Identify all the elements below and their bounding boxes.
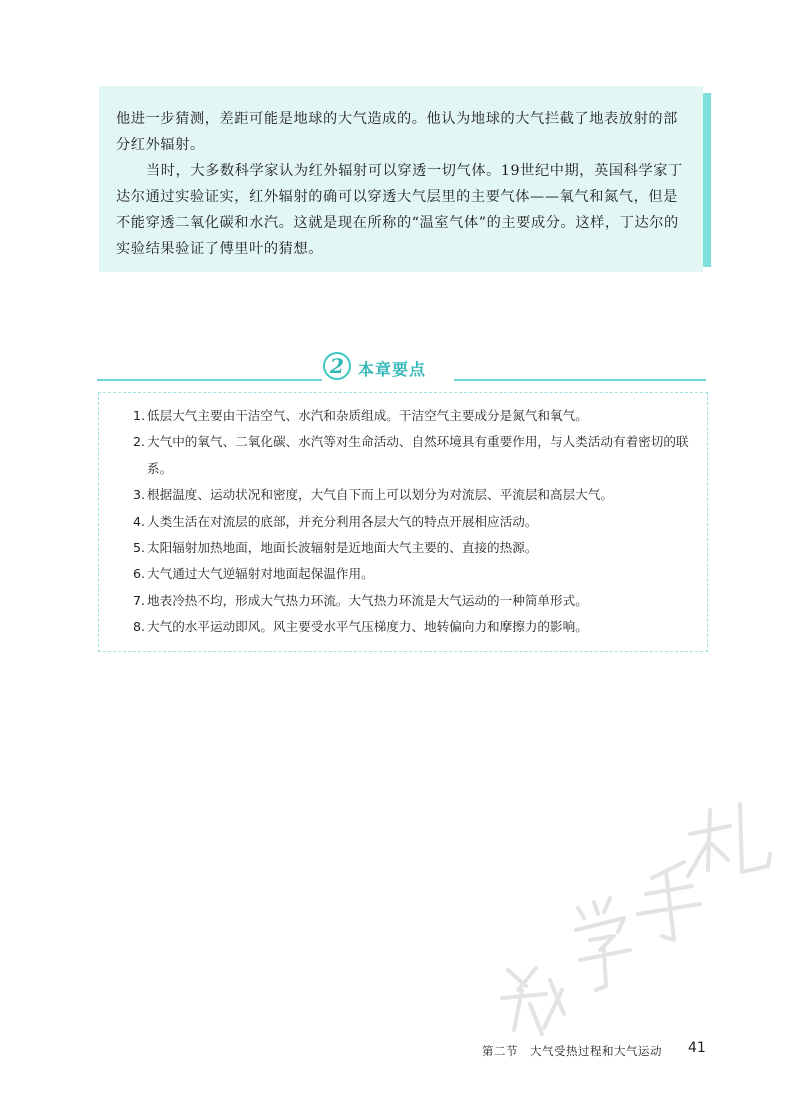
item-text: 太阳辐射加热地面，地面长波辐射是近地面大气主要的、直接的热源。	[147, 540, 538, 556]
footer-section-label: 第二节 大气受热过程和大气运动	[482, 1044, 662, 1058]
key-points-list	[133, 403, 703, 641]
item-number: 3.	[133, 487, 146, 503]
list-item	[133, 614, 703, 640]
item-text: 大气中的氧气、二氧化碳、水汽等对生命活动、自然环境具有重要作用，与人类活动有着密切的联系。	[147, 434, 689, 476]
header-rule-left	[97, 379, 322, 381]
reading-paragraph-1: 他进一步猜测，差距可能是地球的大气造成的。他认为地球的大气拦截了地表放射的部分红外辐射。	[116, 111, 678, 153]
watermark-logo	[478, 790, 778, 1050]
page-number: 41	[688, 1040, 706, 1056]
header-rule-right	[454, 379, 706, 381]
list-item	[133, 588, 703, 614]
reading-box	[99, 86, 703, 272]
section-title: 本章要点	[358, 360, 427, 379]
list-item	[133, 509, 703, 535]
list-item	[133, 482, 703, 508]
list-item	[133, 403, 703, 429]
item-number: 1.	[133, 408, 146, 423]
item-number: 6.	[133, 566, 146, 582]
item-text: 大气的水平运动即风。风主要受水平气压梯度力、地转偏向力和摩擦力的影响。	[147, 619, 588, 635]
item-number: 8.	[133, 619, 146, 635]
item-number: 2.	[133, 434, 146, 450]
item-text: 根据温度、运动状况和密度，大气自下而上可以划分为对流层、平流层和高层大气。	[147, 487, 613, 503]
item-number: 7.	[133, 592, 146, 608]
list-item	[133, 535, 703, 561]
list-item	[133, 429, 703, 482]
item-number: 4.	[133, 513, 146, 529]
item-number: 5.	[133, 540, 146, 556]
item-text: 人类生活在对流层的底部，并充分利用各层大气的特点开展相应活动。	[147, 513, 538, 529]
reading-paragraph-2: 当时，大多数科学家认为红外辐射可以穿透一切气体。19世纪中期，英国科学家丁达尔通过实验证实，红外辐射的确可以穿透大气层里的主要气体——氧气和氮气，但是不能穿透二氧化碳和水汽。这就是现在所称的“温室气体”的主要成分。这样，丁达尔的实验结果验证了傅里叶的猜想。	[116, 163, 683, 257]
list-item	[133, 561, 703, 587]
section-number-badge: 2	[323, 352, 351, 380]
item-text: 低层大气主要由干洁空气、水汽和杂质组成。干洁空气主要成分是氮气和氧气。	[147, 408, 588, 423]
item-text: 地表冷热不均，形成大气热力环流。大气热力环流是大气运动的一种简单形式。	[147, 592, 588, 608]
item-text: 大气通过大气逆辐射对地面起保温作用。	[147, 566, 374, 582]
